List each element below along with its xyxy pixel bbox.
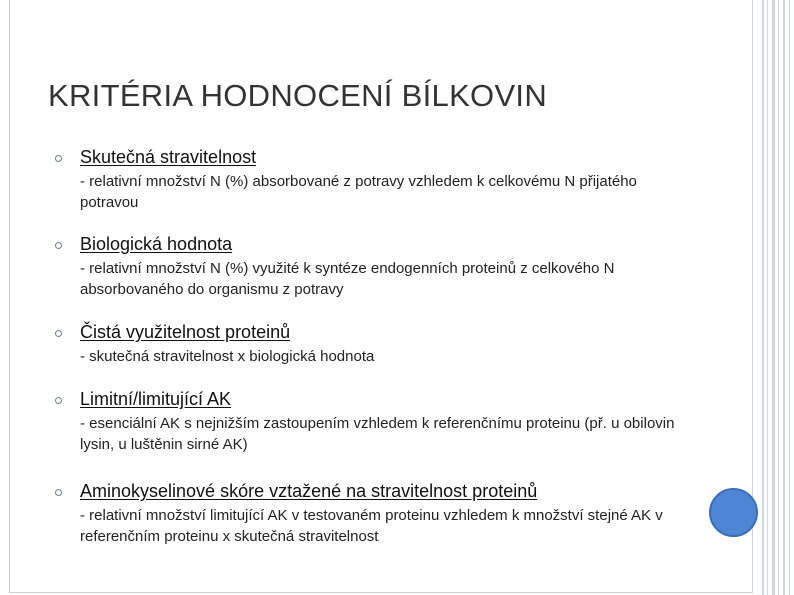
slide-title: KRITÉRIA HODNOCENÍ BÍLKOVIN (48, 78, 548, 113)
item-description: - esenciální AK s nejnižším zastoupením vzhledem k referenčnímu proteinu (př. u obilovin lysin, u luštěnin sirné AK) (80, 415, 675, 453)
decorative-stripe (783, 0, 785, 595)
decorative-stripes (758, 0, 794, 595)
decorative-stripe (767, 0, 768, 595)
item-heading: Limitní/limitující AK (80, 389, 232, 409)
item-heading: Skutečná stravitelnost (80, 147, 257, 167)
bullet-icon (55, 397, 62, 404)
decorative-stripe (778, 0, 779, 595)
item-heading: Aminokyselinové skóre vztažené na stravitelnost proteinů (80, 481, 538, 501)
item-description: - relativní množství N (%) využité k syntéze endogenních proteinů z celkového N absorbovaného do organismu z potravy (80, 260, 615, 298)
item-description: - relativní množství N (%) absorbované z potravy vzhledem k celkovému N přijatého potravou (80, 173, 637, 211)
bullet-icon (55, 489, 62, 496)
item-heading: Biologická hodnota (80, 234, 233, 254)
item-description: - skutečná stravitelnost x biologická hodnota (80, 348, 375, 365)
decorative-stripe (762, 0, 764, 595)
decorative-stripe (772, 0, 775, 595)
decorative-circle (709, 488, 758, 537)
item-description: - relativní množství limitující AK v testovaném proteinu vzhledem k množství stejné AK v referenčním proteinu x skutečná stravitelnost (80, 507, 663, 545)
bullet-icon (55, 242, 62, 249)
decorative-stripe (789, 0, 790, 595)
item-heading: Čistá využitelnost proteinů (80, 322, 291, 342)
bullet-icon (55, 330, 62, 337)
bullet-icon (55, 155, 62, 162)
